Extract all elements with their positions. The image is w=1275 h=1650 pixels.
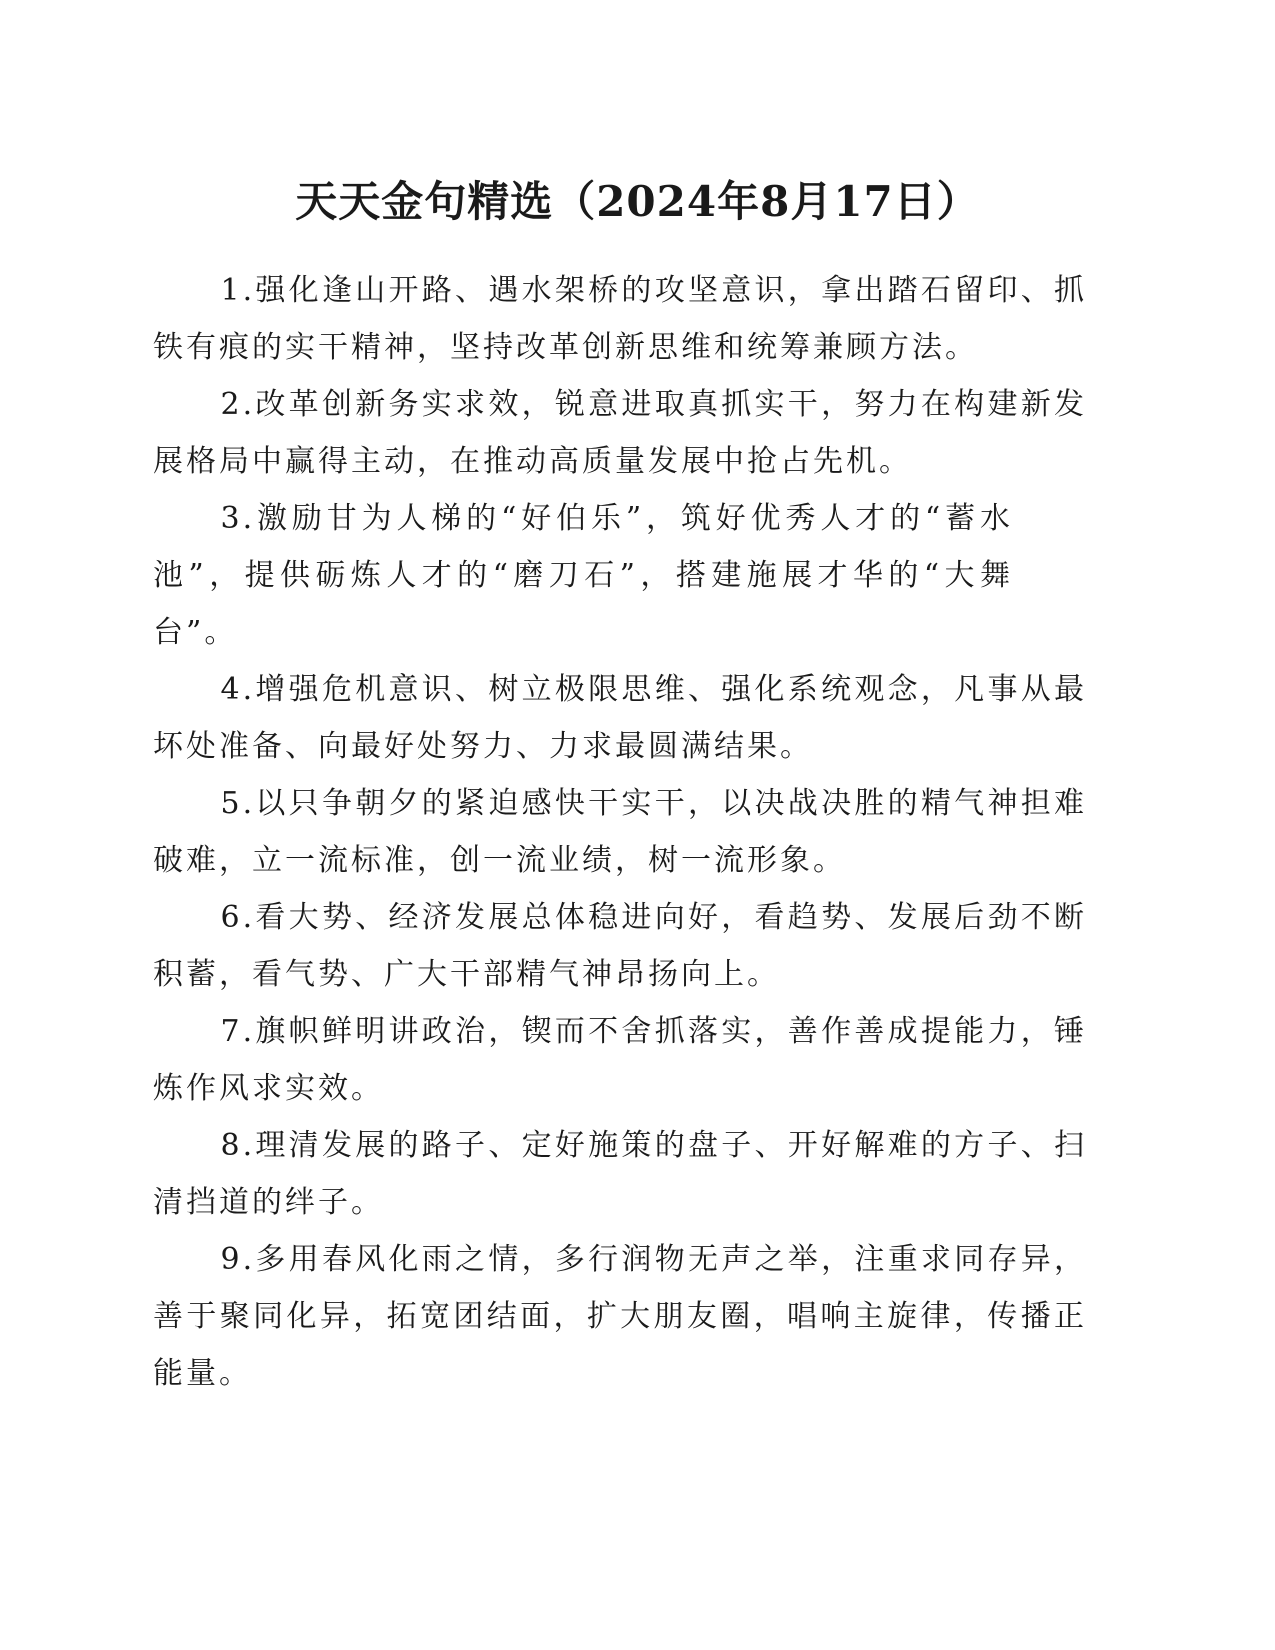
quote-paragraph-3: 3.激励甘为人梯的“好伯乐”，筑好优秀人才的“蓄水池”，提供砺炼人才的“磨刀石”，搭建施展才华的“大舞台”。 [153,501,1013,650]
quote-paragraph-6: 6.看大势、经济发展总体稳进向好，看趋势、发展后劲不断积蓄，看气势、广大干部精气神昂扬向上。 [153,900,1087,992]
quote-paragraph-5: 5.以只争朝夕的紧迫感快干实干，以决战决胜的精气神担难破难，立一流标准，创一流业绩，树一流形象。 [153,786,1087,878]
quote-paragraph-4: 4.增强危机意识、树立极限思维、强化系统观念，凡事从最坏处准备、向最好处努力、力求最圆满结果。 [153,672,1087,764]
quote-paragraph-1: 1.强化逢山开路、遇水架桥的攻坚意识，拿出踏石留印、抓铁有痕的实干精神，坚持改革创新思维和统筹兼顾方法。 [153,273,1087,365]
page-title: 天天金句精选（2024年8月17日） [295,177,980,226]
quote-paragraph-9: 9.多用春风化雨之情，多行润物无声之举，注重求同存异，善于聚同化异，拓宽团结面，扩大朋友圈，唱响主旋律，传播正能量。 [153,1242,1087,1391]
document-body [153,262,1087,1402]
quote-paragraph-2: 2.改革创新务实求效，锐意进取真抓实干，努力在构建新发展格局中赢得主动，在推动高质量发展中抢占先机。 [153,387,1087,479]
quote-paragraph-7: 7.旗帜鲜明讲政治，锲而不舍抓落实，善作善成提能力，锤炼作风求实效。 [153,1014,1087,1106]
quote-paragraph-8: 8.理清发展的路子、定好施策的盘子、开好解难的方子、扫清挡道的绊子。 [153,1128,1087,1220]
